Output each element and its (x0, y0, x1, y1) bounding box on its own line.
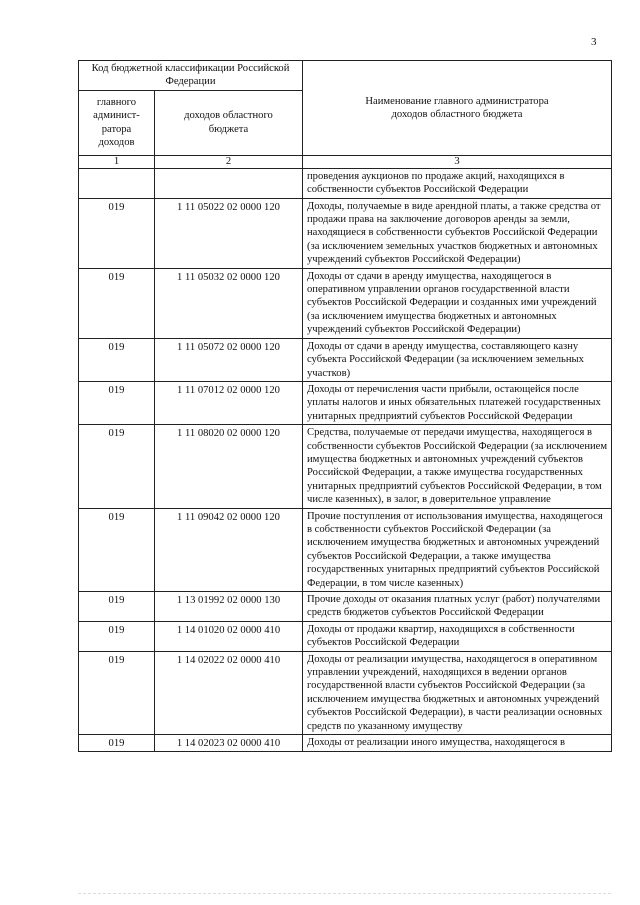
table-row (79, 338, 612, 381)
admin-code-cell: 019 (79, 425, 155, 508)
table-row (79, 381, 612, 424)
table-row (79, 735, 612, 752)
budget-code-cell: 1 11 05072 02 0000 120 (155, 338, 303, 381)
header-admin-cell: главного админист-ратора доходов (79, 90, 155, 155)
income-name-cell: Доходы от реализации иного имущества, находящегося в (303, 735, 612, 752)
income-name-cell: Доходы от сдачи в аренду имущества, находящегося в оперативном управлении органов государственной власти субъектов Российской Федерации и созданных ими учреждений (за исключением имущества бюджетных и автономных учреждений субъектов Российской Федерации) (303, 268, 612, 338)
header-name-cell: Наименование главного администратора доходов областного бюджета (303, 61, 612, 156)
page-bottom-divider (78, 893, 611, 894)
table-row (79, 425, 612, 508)
admin-code-cell: 019 (79, 338, 155, 381)
table-row (79, 592, 612, 622)
admin-code-cell: 019 (79, 381, 155, 424)
table-row (79, 268, 612, 338)
column-number-row (79, 155, 612, 168)
admin-code-cell: 019 (79, 508, 155, 591)
admin-code-cell: 019 (79, 592, 155, 622)
column-number: 2 (155, 155, 303, 168)
income-name-cell: Доходы, получаемые в виде арендной платы, а также средства от продажи права на заключение договоров аренды за земли, находящиеся в собственности субъектов Российской Федерации (за исключением земельных участков бюджетных и автономных учреждений субъектов Российской Федерации) (303, 198, 612, 268)
budget-code-cell: 1 11 08020 02 0000 120 (155, 425, 303, 508)
budget-code-cell: 1 13 01992 02 0000 130 (155, 592, 303, 622)
table-row (79, 168, 612, 198)
income-name-cell: Доходы от сдачи в аренду имущества, составляющего казну субъекта Российской Федерации (за исключением земельных участков) (303, 338, 612, 381)
admin-code-cell: 019 (79, 735, 155, 752)
income-name-cell: проведения аукционов по продаже акций, находящихся в собственности субъектов Российской Федерации (303, 168, 612, 198)
header-group-cell: Код бюджетной классификации Российской Федерации (79, 61, 303, 91)
budget-code-cell: 1 11 05022 02 0000 120 (155, 198, 303, 268)
income-name-cell: Доходы от реализации имущества, находящегося в оперативном управлении учреждений, находящихся в ведении органов государственной власти субъектов Российской Федерации (за исключением имущества бюджетных и автономных учреждений субъектов Российской Федерации), в части реализации основных средств по указанному имуществу (303, 651, 612, 734)
column-number: 3 (303, 155, 612, 168)
budget-code-cell: 1 11 07012 02 0000 120 (155, 381, 303, 424)
table-row (79, 198, 612, 268)
budget-code-cell (155, 168, 303, 198)
header-code-cell: доходов областного бюджета (155, 90, 303, 155)
admin-code-cell: 019 (79, 198, 155, 268)
header-row-top (79, 61, 612, 91)
income-name-cell: Доходы от перечисления части прибыли, остающейся после уплаты налогов и иных обязательных платежей государственных унитарных предприятий субъектов Российской Федерации (303, 381, 612, 424)
admin-code-cell (79, 168, 155, 198)
table-row (79, 621, 612, 651)
income-name-cell: Доходы от продажи квартир, находящихся в собственности субъектов Российской Федерации (303, 621, 612, 651)
income-name-cell: Прочие поступления от использования имущества, находящегося в собственности субъектов Российской Федерации (за исключением имущества бюджетных и автономных учреждений субъектов Российской Федерации, а также имущества государственных унитарных предприятий субъектов Российской Федерации, в том числе казенных) (303, 508, 612, 591)
page-number: 3 (591, 36, 597, 48)
admin-code-cell: 019 (79, 651, 155, 734)
budget-code-cell: 1 11 09042 02 0000 120 (155, 508, 303, 591)
column-number: 1 (79, 155, 155, 168)
budget-code-cell: 1 14 01020 02 0000 410 (155, 621, 303, 651)
table-row (79, 508, 612, 591)
budget-code-cell: 1 14 02023 02 0000 410 (155, 735, 303, 752)
admin-code-cell: 019 (79, 621, 155, 651)
income-name-cell: Средства, получаемые от передачи имущества, находящегося в собственности субъектов Российской Федерации (за исключением имущества бюджетных и автономных учреждений субъектов Российской Федерации, а также имущества государственных унитарных предприятий субъектов Российской Федерации, в том числе казенных), в залог, в доверительное управление (303, 425, 612, 508)
income-name-cell: Прочие доходы от оказания платных услуг (работ) получателями средств бюджетов субъектов Российской Федерации (303, 592, 612, 622)
table-row (79, 651, 612, 734)
admin-code-cell: 019 (79, 268, 155, 338)
budget-classification-table (78, 60, 612, 752)
budget-code-cell: 1 14 02022 02 0000 410 (155, 651, 303, 734)
budget-code-cell: 1 11 05032 02 0000 120 (155, 268, 303, 338)
